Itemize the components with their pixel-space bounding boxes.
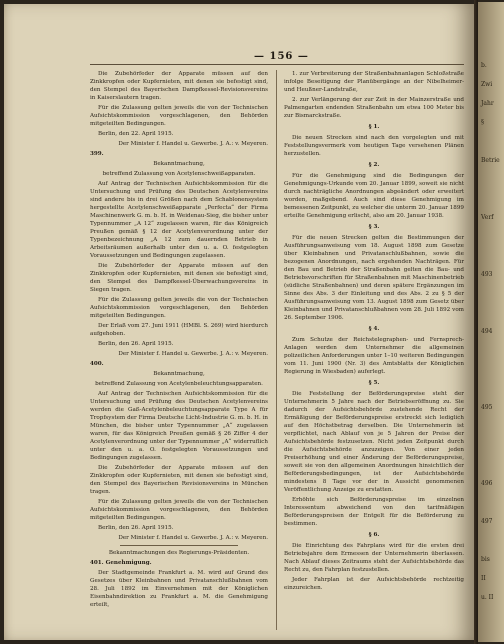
paragraph: Der Minister f. Handel u. Gewerbe. J. A.: v. Meyeren.	[118, 351, 268, 357]
paragraph: Der Erlaß vom 27. Juni 1911 (HMBl. S. 269) wird hierdurch aufgehoben.	[90, 323, 268, 337]
section-divider	[120, 545, 238, 546]
paragraph: Bekanntmachung,	[153, 371, 205, 377]
section-heading: § 1.	[368, 124, 380, 130]
paragraph: Die Feststellung der Beförderungspreise steht der Unternehmerin 5 Jahre nach der Betriebseröffnung zu. Sie dadurch der Aufsichtsbehörde zustehende Recht der Ermäßigung der Beförderungspreise erstreckt sich lediglich auf den Höchstbetrag derselben. Die Unternehmerin ist verpflichtet, nach Ablauf von je 5 Jahren der Preise der Aufsichtsbehörde festzusetzen. Nicht jeden Zeitpunkt durch die Aufsichtsbehörde anzuzeigen. Von einer jeden Preiserhöhung und einer Änderung der Beförderungspreise, soweit sie von den allgemeinen Anordnungen hinsichtlich der Beförderungsbedingungen, ist der Aufsichtsbehörde mindestens 8 Tage vor der in Aussicht genommenen Veröffentlichung Anzeige zu erstatten.	[284, 391, 464, 493]
section-heading: § 3.	[368, 224, 380, 230]
left-column	[90, 70, 268, 611]
next-page-fragment: u. II	[481, 594, 494, 601]
paragraph: Die Einrichtung des Fahrplans wird für die ersten drei Betriebsjahre dem Ermessen der Unternehmerin überlassen. Nach Ablauf dieses Zeitraums steht der Aufsichtsbehörde das Recht zu, den Fahrplan festzustellen.	[284, 543, 464, 573]
paragraph: Berlin, den 26. April 1915.	[98, 525, 174, 531]
paragraph: Der Minister f. Handel u. Gewerbe. J. A.: v. Meyeren.	[118, 535, 268, 541]
paragraph: Jeder Fahrplan ist der Aufsichtsbehörde rechtzeitig einzureichen.	[284, 577, 464, 591]
item-number: 401. Genehmigung.	[90, 560, 152, 566]
next-page-fragment: Verf	[481, 214, 494, 221]
section-heading: § 2.	[368, 162, 380, 168]
paragraph: 2. zur Verlängerung der zur Zeit in der Mainzerstraße und Palmengarten endenden Straßenbahn um etwa 100 Meter bis zur Bismarckstraße.	[284, 97, 464, 119]
paragraph: Der Minister f. Handel u. Gewerbe. J. A.: v. Meyeren.	[118, 141, 268, 147]
next-page-fragment: Betrie	[481, 157, 500, 164]
next-page-fragment: 494	[481, 328, 493, 335]
paragraph: Zum Schutze der Reichstelegraphen- und Fernsprech-Anlagen werden dem Unternehmer die allgemeinen polizeilichen Anforderungen unter 1–10 weiteren Bedingungen vom 11. Juni 1900 (Nr. 3) des Amtsblatts der Königlichen Regierung in Wiesbaden) auferlegt.	[284, 337, 464, 375]
paragraph: Für die Zulassung gelten jeweils die von der Technischen Aufsichtskommission vorgeschlagenen, den Behörden mitgeteilten Bedingungen.	[90, 105, 268, 127]
paragraph: Bekanntmachung,	[153, 161, 205, 167]
paragraph: Für die Zulassung gelten jeweils die von der Technischen Aufsichtskommission vorgeschlagenen, den Behörden mitgeteilten Bedingungen.	[90, 297, 268, 319]
paragraph: Auf Antrag der Technischen Aufsichtskommission für die Untersuchung und Prüfung des Deutschen Acetylenvereins sind andere bis in drei Größen nach dem Schablonensystem hergestellte Acetylenschweißapparate „Perfecta“ der Firma Maschinenwerk G. m. b. H. in Weidenau-Sieg, die bisher unter Typennummer „A 12“ zugelassen waren, für das Königreich Preußen gemäß § 12 der Acetylenverordnung unter der Typenbezeichnung „A 12 zum dauernden Betrieb in Arbeitsräumen außerhalb unter den u. a. O. festgelegten Voraussetzungen und Bedingungen zugelassen.	[90, 181, 268, 259]
paragraph: Für die Zulassung gelten jeweils die von der Technischen Aufsichtskommission vorgeschlagenen, den Behörden mitgeteilten Bedingungen.	[90, 499, 268, 521]
paragraph: Für die neuen Strecken gelten die Bestimmungen der Ausführungsanweisung vom 18. August 1898 zum Gesetze über Kleinbahnen und Privatanschlußbahnen, sowie die bezogenen Anordnungen, nach ergehenden Nachträgen. Für den Bau und Betrieb der Straßenbahn gelten die Bau- und Betriebsvorschriften für Straßenbahnen mit Maschinenbetrieb (südliche Straßenbahnen) und deren spätere Ergänzungen im Sinne des Abs. 3 der Einleitung und des Abs. 2 zu § 5 der Ausführungsanweisung vom 13. August 1898 zum Gesetz über Kleinbahnen und Privatanschlußbahnen vom 28. Juli 1892 vom 26. September 1906.	[284, 235, 464, 321]
right-column	[284, 70, 464, 594]
next-page-fragment: 493	[481, 271, 493, 278]
paragraph: betreffend Zulassung von Acetylenschweißapparaten.	[102, 171, 256, 177]
next-page-fragment: bis	[481, 556, 490, 563]
next-page-fragment: b.	[481, 62, 487, 69]
next-page-fragment: II	[481, 575, 486, 582]
next-page-fragment: 497	[481, 518, 493, 525]
section-heading: § 4.	[368, 326, 380, 332]
paragraph: 1. zur Verbreiterung der Straßenbahnanlagen Schloßstraße infolge Beseitigung der Planübergänge an der Nibelheimer- und Heußner-Landstraße,	[284, 71, 464, 93]
paragraph: betreffend Zulassung von Acetylenbeleuchtungsapparaten.	[95, 381, 263, 387]
document-page	[4, 4, 474, 640]
next-page-edge	[478, 2, 504, 642]
section-heading: § 5.	[368, 380, 380, 386]
column-rule	[276, 70, 277, 630]
paragraph: Der Stadtgemeinde Frankfurt a. M. wird auf Grund des Gesetzes über Kleinbahnen und Privatanschlußbahnen vom 28. Juli 1892 im Einvernehmen mit der Königlichen Eisenbahndirektion zu Frankfurt a. M. die Genehmigung erteilt,	[90, 570, 268, 608]
page-number: — 156 —	[254, 51, 309, 62]
paragraph: Erhöhte sich Beförderungspreise im einzelnen Interessentum abweichend von den tarifmäßigen Beförderungspreisen der Entgelt für die Beförderung zu bestimmen.	[284, 497, 464, 527]
item-number: 399.	[90, 151, 104, 157]
paragraph: Die Zubehörfeder der Apparate müssen auf den Zinkkropfen oder Kupfernieten, mit denen sie befestigt sind, den Stempel des Dampfkessel-Überwachungsvereins in Siegen tragen.	[90, 263, 268, 293]
paragraph: Die neuen Strecken sind nach den vorgelegten und mit Feststellungsvermerk vom heutigen Tage versehenen Plänen herzustellen.	[284, 135, 464, 157]
section-heading: § 6.	[368, 532, 380, 538]
paragraph: Bekanntmachungen des Regierungs-Präsidenten.	[108, 550, 250, 556]
next-page-fragment: 496	[481, 480, 493, 487]
next-page-fragment: Zwi	[481, 81, 493, 88]
header-rule	[90, 64, 464, 65]
next-page-fragment: Jahr	[481, 100, 494, 107]
paragraph: Berlin, den 22. April 1915.	[98, 131, 174, 137]
paragraph: Berlin, den 26. April 1915.	[98, 341, 174, 347]
paragraph: Auf Antrag der Technischen Aufsichtskommission für die Untersuchung und Prüfung des Deutschen Acetylenvereins werden die Gaß-Acetylenbeleuchtungsapparate Type A für Tropfsystem der Firma Deutsche Licht-Industrie G. m. b. H. in München, die bisher unter Typennummer „A“ zugelassen waren, für das Königreich Preußen gemäß § 26 Ziffer 4 der Acetylenverordnung unter der Typennummer „A“ widerruflich unter den u. a. O. festgelegten Voraussetzungen und Bedingungen zugelassen.	[90, 391, 268, 461]
next-page-fragment: §	[481, 119, 484, 126]
paragraph: Die Zubehörfeder der Apparate müssen auf den Zinkkropfen oder Kupfernieten, mit denen sie befestigt sind, den Stempel des Bayerischen Dampfkessel-Revisionsvereins in Kaiserslautern tragen.	[90, 71, 268, 101]
paragraph: Für die Genehmigung sind die Bedingungen der Genehmigungs-Urkunde vom 20. Januar 1899, soweit sie nicht durch nachträgliche Anordnungen abgeändert oder erweitert worden, maßgebend. Auch sind diese Genehmigung im bemessenen Zeitpunkt, zu welcher die unterm 20. Januar 1899 erteilte Genehmigung erlischt, also am 20. Januar 1938.	[284, 173, 464, 219]
item-number: 400.	[90, 361, 104, 367]
paragraph: Die Zubehörfeder der Apparate müssen auf den Zinkkropfen oder Kupfernieten, mit denen sie befestigt sind, den Stempel des Bayerischen Revisionsvereins in München tragen.	[90, 465, 268, 495]
next-page-fragment: 495	[481, 404, 493, 411]
